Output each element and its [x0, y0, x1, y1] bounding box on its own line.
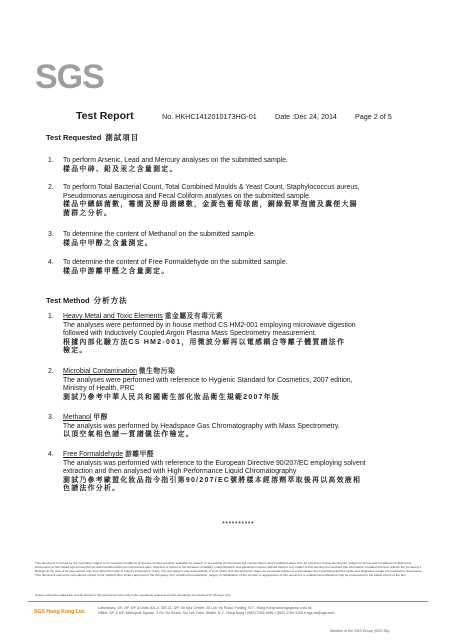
report-header — [0, 110, 454, 124]
footer-address: Laboratory: 1/F, 4/F, 6/F & Units 301-4, 307-11, 3/F, On Wui Centre, 25 Lok Yip Road, Fanling, N.T., Hong Kong www.sgsgroup.com.hk Office: 5/F & 6/F, Metropole Square, 2 On Yiu Street, Siu Lek Yuen, Shatin, N.T., Hong Kong t (852) 2334 4481 f (852) 2764 3126 e sgs.hk@sgs.com — [98, 606, 335, 616]
report-page: SGS Test Report No. HKHC1412010173HG-01 Date :Dec 24, 2014 Page 2 of 5 Test Requested 測試項目 1. To perform Arsenic, Lead and Mercury analyses on the submitted sample. 樣品中砷、鉛及汞之含量測定。 2. To perform Total Bacterial Count, Total Combined Moulds & Yeast Count, Staphylococcus aureus, Pseudomonas aeruginosa and Fecal Coliform analyses on the submitted sample. 樣品中總細菌數，霉菌及酵母菌總數，金黃色葡萄球菌，銅綠假單孢菌及糞便大腸 菌群之分析。 3. To determine the content of Methanol on the submitted sample. 樣品中甲醇之含量測定。 4. To determine the content of Free Formaldehyde on the submitted sample. 樣品中游離甲醛之含量測定。 Test Method 分析方法 1. Heavy Metal and Toxic Elements 重金屬及有毒元素 The analyses were performed by in house method CS HM2-001 employing microwave digestion followed with Inductively Coupled Argon Plasma Mass Spectrometry measurement. 根據內部化驗方法CS HM2-001，用微波分解再以電感耦合等離子體質譜法作 檢定。 2. Microbial Contamination 微生物污染 The analyses were performed with reference to Hygienic Standard for Cosmetics, 2007 edition, Ministry of Health, PRC 測試乃參考中華人民共和國衛生部化妝品衛生規範2007年版 3. Methanol 甲醇 The analysis was performed by Headspace Gas Chromatography with Mass Spectrometry. 以頂空氣相色譜—質譜儀法作檢定。 4. Free Formaldehyde 游離甲醛 The analysis was performed with reference to the European Directive 90/207/EC employing solvent extraction and then analysed with High Performance Liquid Chromatography 測試乃參考歐盟化妝品指令指引第90/207/EC號將樣本經溶劑萃取後再以高效液相 色譜法作分析。 ********** This document is issued by the Company subject to its General Conditions of Service printed overleaf, available on request or accessible at http://www.sgs.com/en/Terms-and-Conditions.aspx and, for electronic format documents, subject to Terms and Conditions for Electronic Documents at http://www.sgs.com/en/Terms-and-Conditions/Terms-e-Document.aspx. Attention is drawn to the limitation of liability, indemnification and jurisdiction issues defined therein. Any holder of this document is advised that information contained hereon reflects the Company's findings at the time of its intervention only and within the limits of Client's instructions, if any. The Company's sole responsibility is to its Client and this document does not exonerate parties to a transaction from exercising all their rights and obligations under the transaction documents. This document cannot be reproduced except in full, without prior written approval of the Company. Any unauthorized alteration, forgery or falsification of the content or appearance of this document is unlawful and offenders may be prosecuted to the fullest extent of the law. Unless otherwise stated the results shown in this test report refer only to the sample(s) tested and such sample(s) are retained for 30 days only. SGS Hong Kong Ltd. Laboratory: 1/F, 4/F, 6/F & Units 301-4, 307-11, 3/F, On Wui Centre, 25 Lok Yip Road, Fanling, N.T., Hong Kong www.sgsgroup.com.hk Office: 5/F & 6/F, Metropole Square, 2 On Yiu Street, Siu Lek Yuen, Shatin, N.T., Hong Kong t (852) 2334 4481 f (852) 2764 3126 e sgs.hk@sgs.com Member of the SGS Group (SGS SA) — [0, 0, 454, 643]
report-date: Date :Dec 24, 2014 — [275, 112, 337, 121]
report-number: No. HKHC1412010173HG-01 — [162, 112, 257, 121]
report-title: Test Report — [76, 110, 134, 122]
sgs-logo: SGS — [35, 58, 104, 96]
footer-divider — [28, 601, 428, 602]
retention-note: Unless otherwise stated the results shown in this test report refer only to the sample(s) tested and such sample(s) are retained for 30 days only. — [35, 593, 232, 597]
end-of-report-mark: ********** — [222, 521, 255, 528]
page-number: Page 2 of 5 — [355, 112, 392, 121]
test-method-heading: Test Method 分析方法 — [46, 296, 128, 305]
test-requested-heading: Test Requested 測試項目 — [46, 133, 140, 142]
footer-member-note: Member of the SGS Group (SGS SA) — [330, 629, 390, 633]
disclaimer-text: This document is issued by the Company subject to its General Conditions of Service printed overleaf, available on request or accessible at http://www.sgs.com/en/Terms-and-Conditions.aspx and, for electronic format documents, subject to Terms and Conditions for Electronic Documents at http://www.sgs.com/en/Terms-and-Conditions/Terms-e-Document.aspx. Attention is drawn to the limitation of liability, indemnification and jurisdiction issues defined therein. Any holder of this document is advised that information contained hereon reflects the Company's findings at the time of its intervention only and within the limits of Client's instructions, if any. The Company's sole responsibility is to its Client and this document does not exonerate parties to a transaction from exercising all their rights and obligations under the transaction documents. This document cannot be reproduced except in full, without prior written approval of the Company. Any unauthorized alteration, forgery or falsification of the content or appearance of this document is unlawful and offenders may be prosecuted to the fullest extent of the law. — [35, 561, 423, 578]
footer-company: SGS Hong Kong Ltd. — [34, 609, 86, 615]
